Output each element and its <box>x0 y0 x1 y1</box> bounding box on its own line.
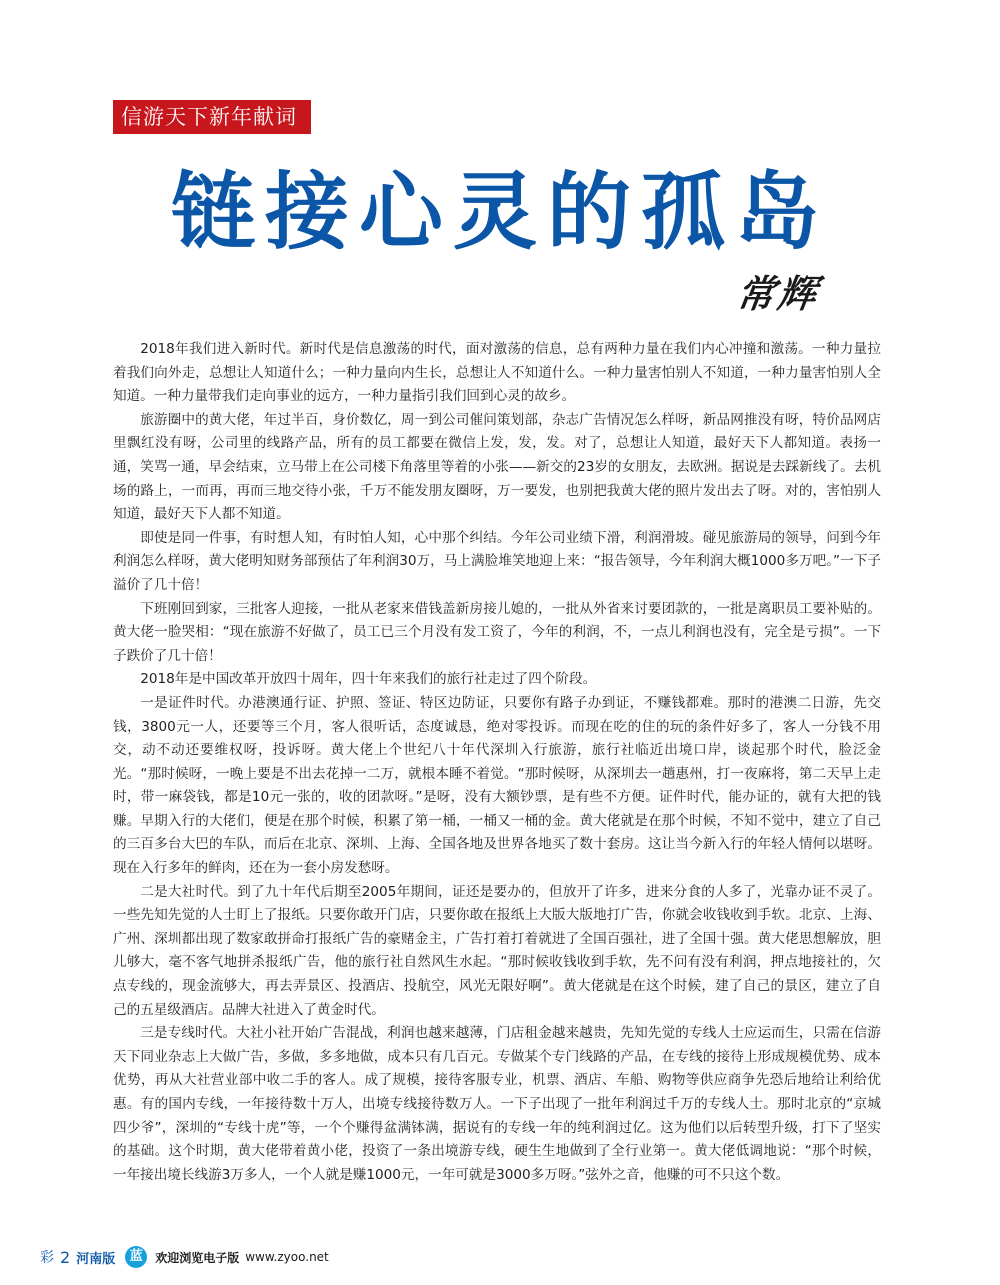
article-paragraph: 二是大社时代。到了九十年代后期至2005年期间，证还是要办的，但放开了许多，进来分食的人多了，光靠办证不灵了。一些先知先觉的人士盯上了报纸。只要你敢开门店，只要你敢在报纸上大版大版地打广告，你就会收钱收到手软。北京、上海、广州、深圳都出现了数家敢拼命打报纸广告的豪赌金主，广告打着打着就进了全国百强社，进了全国十强。黄大佬思想解放，胆儿够大，毫不客气地拼杀报纸广告，他的旅行社自然风生水起。“那时候收钱收到手软，先不问有没有利润，押点地接社的，欠点专线的，现金流够大，再去弄景区、投酒店、投航空，风光无限好啊”。黄大佬就是在这个时候，建了自己的景区，建立了自己的五星级酒店。品牌大社进入了黄金时代。 <box>113 883 881 1018</box>
article-paragraph: 2018年是中国改革开放四十周年，四十年来我们的旅行社走过了四个阶段。 <box>140 671 597 688</box>
magazine-logo-icon: 蓝 <box>125 1246 147 1268</box>
footer-edition: 河南版 <box>76 1251 116 1267</box>
footer-color-label: 彩 <box>40 1250 54 1266</box>
top-margin <box>0 0 1000 26</box>
section-tag: 信游天下新年献词 <box>113 100 311 134</box>
article-paragraph: 三是专线时代。大社小社开始广告混战，利润也越来越薄，门店租金越来越贵，先知先觉的专线人士应运而生，只需在信游天下同业杂志上大做广告，多做，多多地做，成本只有几百元。专做某个专门线路的产品，在专线的接待上形成规模优势、成本优势，再从大社营业部中收二手的客人。成了规模，接待客服专业，机票、酒店、车船、购物等供应商争先恐后地给让利给优惠。有的国内专线，一年接待数十万人，出境专线接待数万人。一下子出现了一批年利润过千万的专线人士。那时北京的“京城四少爷”，深圳的“专线十虎”等，一个个赚得盆满钵满，据说有的专线一年的纯利润过亿。这为他们以后转型升级，打下了坚实的基础。这个时期，黄大佬带着黄小佬，投资了一条出境游专线，硬生生地做到了全行业第一。黄大佬低调地说：“那个时候，一年接出境长线游3万多人，一个人就是赚1000元，一年可就是3000多万呀。”弦外之音，他赚的可不只这个数。 <box>113 1025 881 1183</box>
page-footer <box>40 1245 329 1269</box>
article-paragraph: 2018年我们进入新时代。新时代是信息激荡的时代，面对激荡的信息，总有两种力量在我们内心冲撞和激荡。一种力量拉着我们向外走，总想让人知道什么；一种力量向内生长，总想让人不知道什么。一种力量害怕别人不知道，一种力量害怕别人全知道。一种力量带我们走向事业的远方，一种力量指引我们回到心灵的故乡。 <box>113 341 881 405</box>
article-paragraph: 即使是同一件事，有时想人知，有时怕人知，心中那个纠结。今年公司业绩下滑，利润滑坡。碰见旅游局的领导，问到今年利润怎么样呀，黄大佬明知财务部预估了年利润30万，马上满脸堆笑地迎上来：“报告领导，今年利润大概1000多万吧。”一下子溢价了几十倍！ <box>113 529 881 593</box>
article-body <box>113 338 881 1187</box>
page-number: 2 <box>60 1247 71 1267</box>
article-headline: 链接心灵的孤岛 <box>170 163 829 261</box>
article-paragraph: 旅游圈中的黄大佬，年过半百，身价数亿，周一到公司催问策划部，杂志广告情况怎么样呀，新品网推没有呀，特价品网店里飘红没有呀，公司里的线路产品，所有的员工都要在微信上发，发，发。对了，总想让人知道，最好天下人都知道。表扬一通，笑骂一通，早会结束，立马带上在公司楼下角落里等着的小张——新交的23岁的女朋友，去欧洲。据说是去踩新线了。去机场的路上，一而再，再而三地交待小张，千万不能发朋友圈呀，万一要发，也别把我黄大佬的照片发出去了呀。对的，害怕别人知道，最好天下人都不知道。 <box>113 411 881 523</box>
footer-welcome: 欢迎浏览电子版 <box>155 1250 240 1265</box>
author-byline: 常辉 <box>733 271 823 316</box>
article-paragraph: 下班刚回到家，三批客人迎接，一批从老家来借钱盖新房接儿媳的，一批从外省来讨要团款的，一批是离职员工要补贴的。黄大佬一脸哭相：“现在旅游不好做了，员工已三个月没有发工资了，今年的利润，不，一点儿利润也没有，完全是亏损”。一下子跌价了几十倍！ <box>113 600 881 664</box>
article-paragraph: 一是证件时代。办港澳通行证、护照、签证、特区边防证，只要你有路子办到证，不赚钱都难。那时的港澳二日游，先交钱，3800元一人，还要等三个月，客人很听话，态度诚恳，绝对零投诉。而现在吃的住的玩的条件好多了，客人一分钱不用交，动不动还要维权呀，投诉呀。黄大佬上个世纪八十年代深圳入行旅游，旅行社临近出境口岸，谈起那个时代，脸泛金光。“那时候呀，一晚上要是不出去花掉一二万，就根本睡不着觉。“那时候呀，从深圳去一趟惠州，打一夜麻将，第二天早上走时，带一麻袋钱，都是10元一张的，收的团款呀。”是呀，没有大额钞票，是有些不方便。证件时代，能办证的，就有大把的钱赚。早期入行的大佬们，便是在那个时候，积累了第一桶，一桶又一桶的金。黄大佬就是在那个时候，不知不觉中，建立了自己的三百多台大巴的车队，而后在北京、深圳、上海、全国各地及世界各地买了数十套房。这让当今新入行的年轻人情何以堪呀。现在入行多年的鲜肉，还在为一套小房发愁呀。 <box>113 694 881 877</box>
footer-site-link[interactable]: www.zyoo.net <box>245 1250 329 1264</box>
